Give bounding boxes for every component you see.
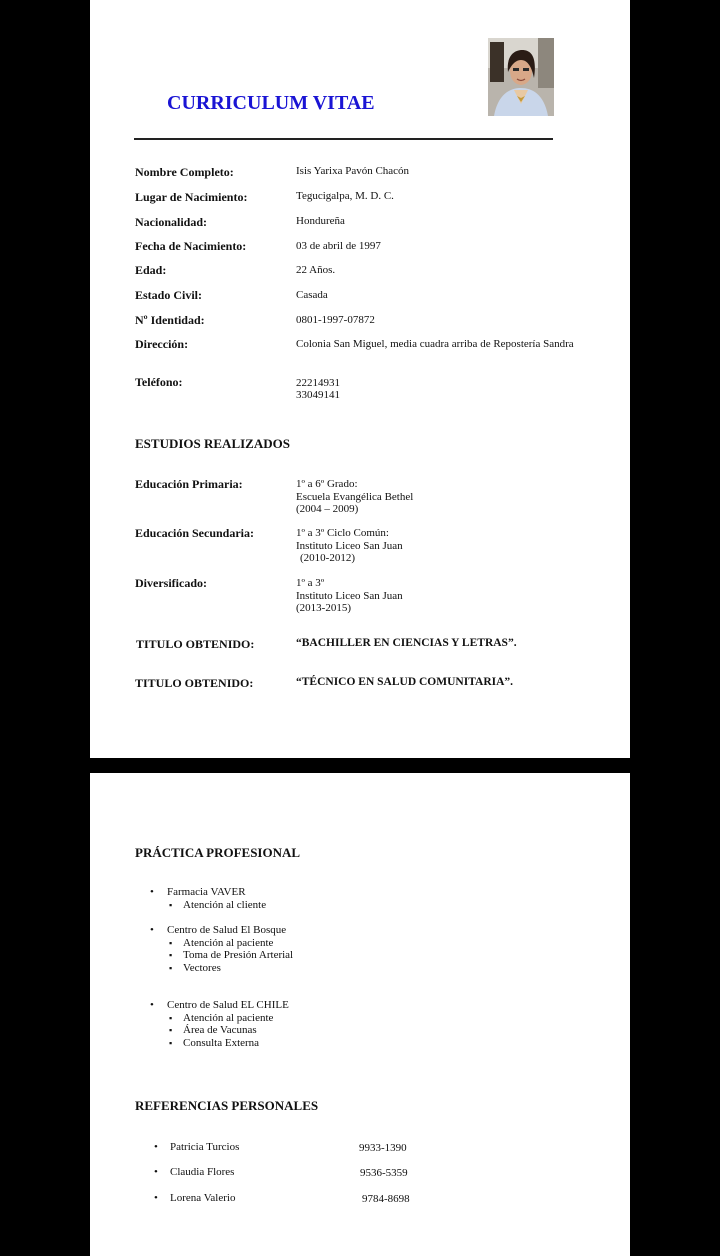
value-address: Colonia San Miguel, media cuadra arriba de Repostería Sandra [296, 338, 574, 350]
bullet-icon: • [154, 1166, 158, 1178]
label-birthplace: Lugar de Nacimiento: [135, 190, 248, 204]
secondary-line-2: Instituto Liceo San Juan [296, 539, 403, 552]
cv-page-1 [90, 0, 630, 758]
label-full-name: Nombre Completo: [135, 165, 234, 179]
reference-phone: 9784-8698 [362, 1193, 410, 1205]
practice-task: ▪ Atención al cliente [150, 899, 293, 912]
diversified-details [296, 577, 403, 615]
secondary-line-3: (2010-2012) [300, 552, 355, 564]
value-nationality: Hondureña [296, 215, 345, 227]
primary-line-2: Escuela Evangélica Bethel [296, 490, 414, 503]
practice-place: • Farmacia VAVER [150, 886, 293, 899]
bullet-icon: • [154, 1141, 158, 1153]
primary-line-3: (2004 – 2009) [296, 503, 359, 515]
diversified-line-1: 1º a 3º [296, 577, 325, 589]
reference-name: Patricia Turcios [170, 1141, 240, 1153]
primary-line-1: 1º a 6º Grado: [296, 478, 358, 490]
label-birth-date: Fecha de Nacimiento: [135, 239, 247, 253]
value-full-name: Isis Yarixa Pavón Chacón [296, 165, 410, 177]
diversified-line-3: (2013-2015) [296, 602, 351, 614]
practice-place: • Centro de Salud El Bosque [150, 924, 293, 937]
practice-task: ▪ Atención al paciente [150, 1012, 293, 1025]
practice-task: ▪ Área de Vacunas [150, 1024, 293, 1037]
practice-task: ▪ Vectores [150, 962, 293, 975]
label-degree-2: TITULO OBTENIDO: [135, 676, 254, 690]
value-id-number: 0801-1997-07872 [296, 314, 375, 326]
reference-name: Lorena Valerio [170, 1192, 236, 1204]
label-phone: Teléfono: [135, 375, 183, 389]
value-phone-1: 22214931 [296, 377, 340, 389]
practice-task: ▪ Consulta Externa [150, 1037, 293, 1050]
value-degree-2: “TÉCNICO EN SALUD COMUNITARIA”. [296, 676, 514, 688]
value-phone-2: 33049141 [296, 389, 340, 401]
practice-heading: PRÁCTICA PROFESIONAL [135, 845, 301, 860]
practice-task: ▪ Atención al paciente [150, 937, 293, 950]
reference-phone: 9933-1390 [359, 1142, 407, 1154]
value-degree-1: “BACHILLER EN CIENCIAS Y LETRAS”. [296, 637, 517, 649]
studies-heading: ESTUDIOS REALIZADOS [135, 436, 290, 451]
reference-name: Claudia Flores [170, 1166, 235, 1178]
value-civil-status: Casada [296, 289, 328, 301]
secondary-line-1: 1º a 3º Ciclo Común: [296, 527, 389, 539]
practice-list [150, 886, 293, 1049]
value-birthplace: Tegucigalpa, M. D. C. [296, 190, 394, 202]
cv-title: CURRICULUM VITAE [167, 92, 375, 114]
diversified-line-2: Instituto Liceo San Juan [296, 589, 403, 602]
label-id-number: Nº Identidad: [135, 313, 205, 327]
label-diversified: Diversificado: [135, 576, 207, 590]
references-heading: REFERENCIAS PERSONALES [135, 1098, 319, 1113]
profile-photo [488, 38, 554, 116]
label-civil-status: Estado Civil: [135, 288, 203, 302]
practice-task: ▪ Toma de Presión Arterial [150, 949, 293, 962]
reference-phone: 9536-5359 [360, 1167, 408, 1179]
label-age: Edad: [135, 263, 167, 277]
label-secondary-education: Educación Secundaria: [135, 526, 255, 540]
bullet-icon: • [154, 1192, 158, 1204]
primary-education-details [296, 478, 413, 516]
practice-place: • Centro de Salud EL CHILE [150, 999, 293, 1012]
label-nationality: Nacionalidad: [135, 215, 208, 229]
value-birth-date: 03 de abril de 1997 [296, 240, 381, 252]
secondary-education-details [296, 527, 403, 565]
value-age: 22 Años. [296, 264, 336, 276]
label-address: Dirección: [135, 337, 189, 351]
label-degree-1: TITULO OBTENIDO: [136, 637, 255, 651]
title-divider [134, 138, 553, 140]
cv-page-2 [90, 773, 630, 1256]
label-primary-education: Educación Primaria: [135, 477, 243, 491]
